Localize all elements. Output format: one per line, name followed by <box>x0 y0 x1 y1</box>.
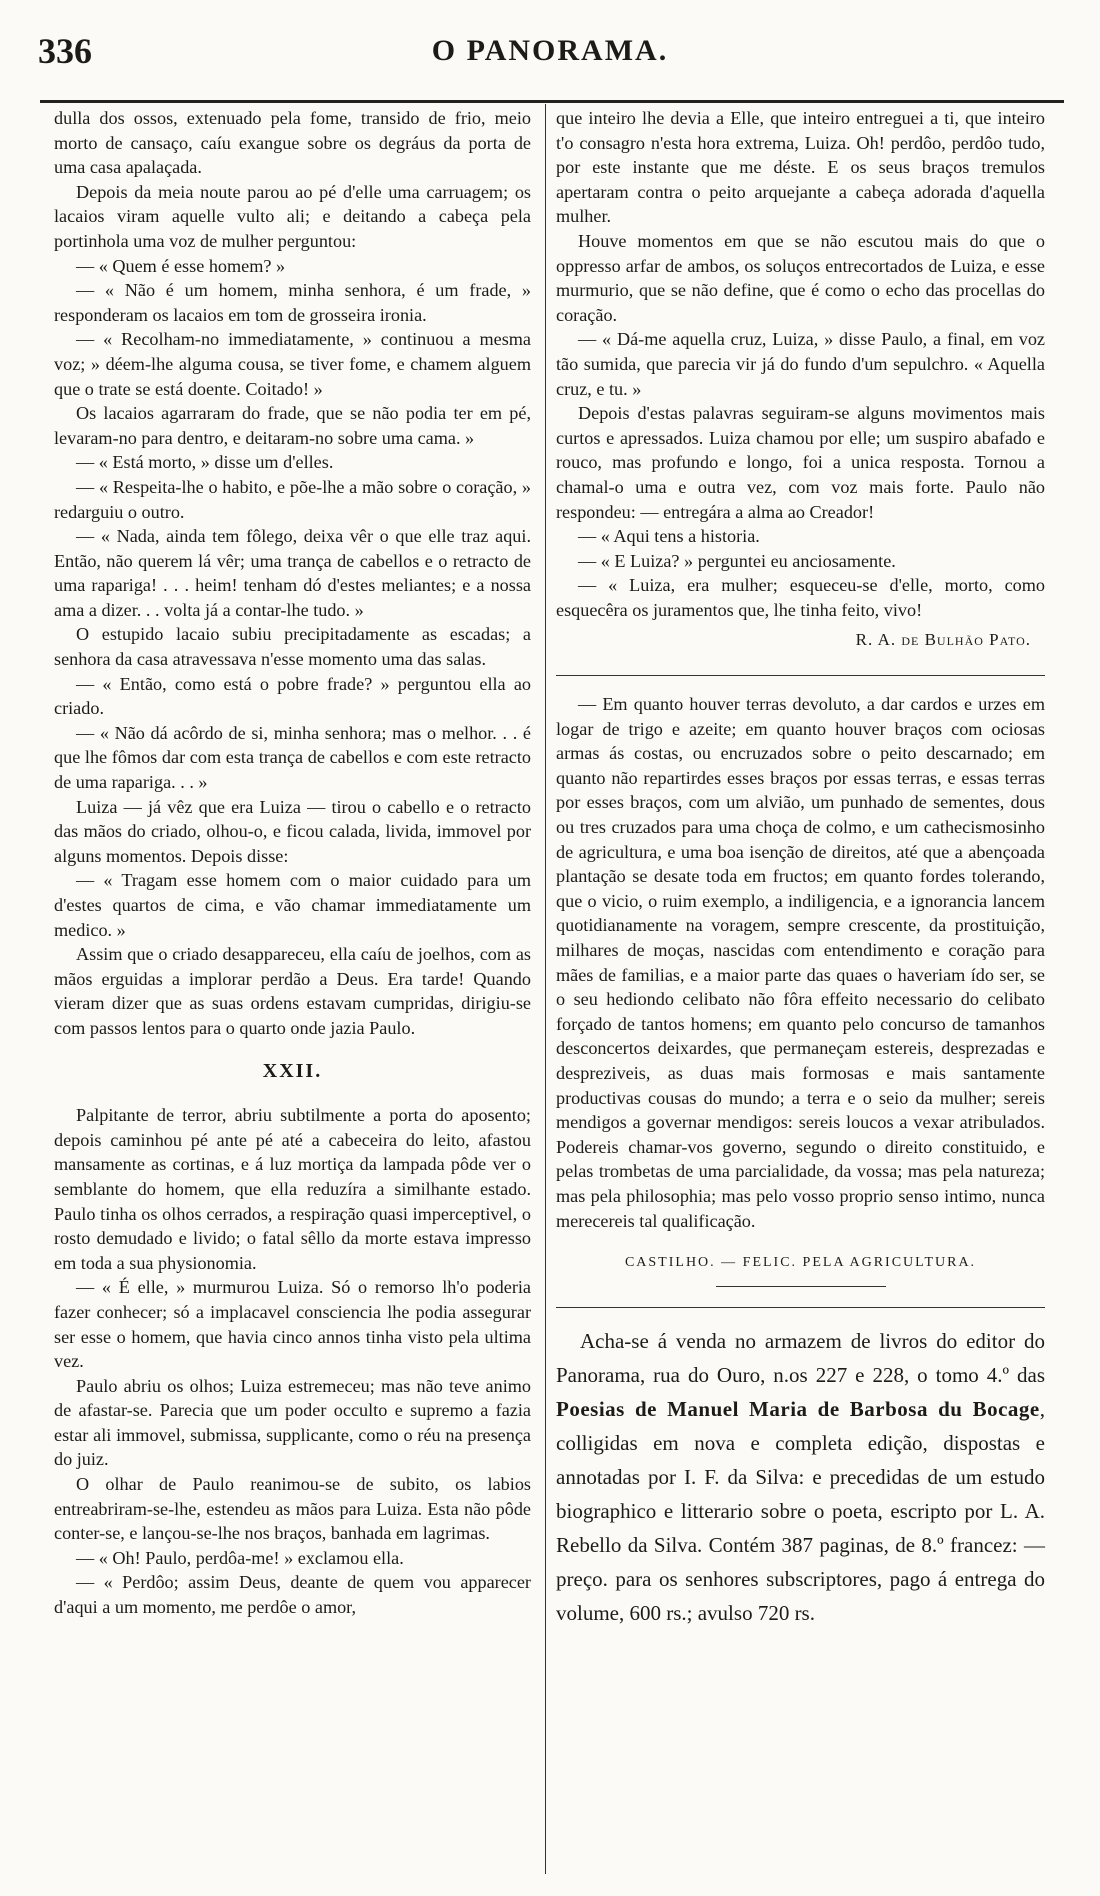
paragraph: — « É elle, » murmurou Luiza. Só o remorso lh'o poderia fazer conhecer; só a implacavel consciencia lhe podia assegurar ser esse o homem, que havia cinco annos tinha visto pela ultima vez. <box>54 1277 531 1372</box>
paragraph: Luiza — já vêz que era Luiza — tirou o cabello e o retracto das mãos do criado, olhou-o, e ficou calada, livida, immovel por alguns momentos. Depois disse: <box>54 796 531 866</box>
paragraph: — « Luiza, era mulher; esqueceu-se d'elle, morto, como esquecêra os juramentos que, lhe tinha feito, vivo! <box>556 575 1045 620</box>
paragraph: — « Tragam esse homem com o maior cuidado para um d'estes quartos de cima, e vão chamar immediatamente um medico. » <box>54 870 531 940</box>
section-rule <box>556 675 1045 676</box>
paragraph: — « Respeita-lhe o habito, e põe-lhe a mão sobre o coração, » redarguiu o outro. <box>54 476 531 522</box>
column-divider <box>545 104 546 1874</box>
paragraph: Assim que o criado desappareceu, ella caíu de joelhos, com as mãos erguidas a implorar perdão a Deus. Era tarde! Quando vieram dizer que as suas ordens estavam cumpridas, dirigiu-se com passos lentos para o quarto onde jazia Paulo. <box>54 944 531 1038</box>
paragraph: — « Perdôo; assim Deus, deante de quem vou apparecer d'aqui a um momento, me perdôe o amor, <box>54 1572 531 1618</box>
notice-text-after: , colligidas em nova e completa edição, dispostas e annotadas por I. F. da Silva: e precedidas de um estudo biographico e litterario sobre o poeta, escripto por L. A. Rebello da Silva. Contém 387 paginas, de 8.º francez: — preço. para os senhores subscriptores, pago á entrega do volume, 600 rs.; avulso 720 rs. <box>556 1396 1045 1625</box>
journal-title: O PANORAMA. <box>431 34 669 67</box>
notice-paragraph <box>556 1324 1045 1630</box>
paragraph: Paulo abriu os olhos; Luiza estremeceu; mas não teve animo de afastar-se. Parecia que um poder occulto e supremo a fazia estar ali immovel, submissa, supplicante, como o réu na presença do juiz. <box>54 1375 531 1470</box>
paragraph: — « Quem é esse homem? » <box>76 255 286 276</box>
paragraph: Os lacaios agarraram do frade, que se não podia ter em pé, levaram-no para dentro, e deitaram-no sobre uma cama. » <box>54 403 531 448</box>
paragraph: — « Está morto, » disse um d'elles. <box>76 452 334 473</box>
paragraph: Depois da meia noute parou ao pé d'elle uma carruagem; os lacaios viram aquelle vulto ali; e deitando a cabeça pela portinhola uma voz de mulher perguntou: <box>54 181 531 251</box>
paragraph: — Em quanto houver terras devoluto, a dar cardos e urzes em logar de trigo e azeite; em quanto houver braços com ociosas armas ás costas, ou encruzados sobre o peito descarnado; em quanto não repartirdes esses braços por essas terras, e essas terras por esses braços, com um alvião, um punhado de sementes, dous ou tres cruzados para uma choça de colmo, e um cathecismosinho de agricultura, e uma boa isenção de direitos, até que a abençoada plantação se desate toda em fructos; em quanto fordes tolerando, que o vicio, o ruim exemplo, a indiligencia, e a ignorancia lancem quotidianamente na voragem, sempre crescente, da prostituição, milhares de moças, nascidas com entendimento e coração para mães de familias, e a maior parte das quaes o haveriam ído ser, se o seu hediondo celibato não fôra effeito necessario do celibato forçado de tantos homens; em quanto pelo concurso de tamanhos desconcertos deixardes, que permaneçam estereis, desprezadas e despreziveis, as duas mais formosas e mais santamente productivas cousas do mundo; a terra e o seio da mulher; sereis mendigos a governar mendigos: sereis loucos a vexar atribulados. Podereis chamar-vos governo, segundo o direito constituido, e pelas trombetas de uma parcialidade, da vossa; mas pela natureza; mas pela philosophia; mas pelo vosso proprio senso intimo, nunca merecereis tal qualificação. <box>556 694 1045 1231</box>
excerpt-attribution: CASTILHO. — FELIC. PELA AGRICULTURA. <box>624 1255 977 1271</box>
paragraph: — « Recolham-no immediatamente, » continuou a mesma voz; » déem-lhe alguma cousa, se tiver fome, e chamem alguem que o trate se está doente. Coitado! » <box>54 329 531 399</box>
right-column <box>556 106 1045 1630</box>
story-signature: R. A. de Bulhão Pato. <box>855 630 1031 650</box>
notice-text-before: Acha-se á venda no armazem de livros do editor do Panorama, rua do Ouro, n.os 227 e 228, o tomo 4.º das <box>556 1328 1045 1387</box>
paragraph: O olhar de Paulo reanimou-se de subito, os labios entreabriram-se-lhe, estendeu as mãos para Luiza. Esta não pôde conter-se, e lançou-se-lhe nos braços, banhada em lagrimas. <box>54 1474 531 1544</box>
notice-rule <box>556 1307 1045 1308</box>
paragraph: — « Dá-me aquella cruz, Luiza, » disse Paulo, a final, em voz tão sumida, que parecia vir já do fundo d'um sepulchro. « Aquella cruz, e tu. » <box>556 329 1045 399</box>
paragraph: — « Não dá acôrdo de si, minha senhora; mas o melhor. . . é que lhe fômos dar com esta trança de cabellos e com este retracto de uma rapariga. . . » <box>54 722 531 793</box>
paragraph: Palpitante de terror, abriu subtilmente a porta do aposento; depois caminhou pé ante pé até a cabeceira do leito, afastou mansamente as cortinas, e á luz mortiça da lampada pôde ver o semblante do homem, que ella reduzíra a similhante estado. Paulo tinha os olhos cerrados, a respiração quasi imperceptivel, o rosto demudado e livido; o fatal sêllo da morte estava impresso em toda a sua physionomia. <box>54 1105 531 1273</box>
right-column-story-ending <box>556 106 1045 622</box>
agriculture-excerpt <box>556 692 1045 1233</box>
header-rule <box>40 100 1064 103</box>
paragraph: — « Nada, ainda tem fôlego, deixa vêr o que elle traz aqui. Então, não querem lá vêr; uma trança de cabellos e o retracto de uma rapariga! . . . heim! tenham dó d'estes meliantes; e a nossa ama a dizer. . . volta já a contar-lhe tudo. » <box>54 526 531 620</box>
page-number: 336 <box>38 31 92 71</box>
left-column-story-part-1 <box>54 106 531 1041</box>
paragraph: que inteiro lhe devia a Elle, que inteiro entreguei a ti, que inteiro t'o consagro n'esta hora extrema, Luiza. Oh! perdôo, perdôo tudo, por este instante que me déste. E os seus braços tremulos apertaram contra o peito arquejante a cabeça adorada d'aquella mulher. <box>556 108 1045 227</box>
paragraph: O estupido lacaio subiu precipitadamente as escadas; a senhora da casa atravessava n'esse momento uma das salas. <box>54 624 531 670</box>
left-column <box>54 106 531 1620</box>
chapter-heading: XXII. <box>262 1059 323 1082</box>
paragraph: — « Aqui tens a historia. <box>578 526 760 547</box>
paragraph: — « Então, como está o pobre frade? » perguntou ella ao criado. <box>54 673 531 719</box>
paragraph: Houve momentos em que se não escutou mais do que o oppresso arfar de ambos, os soluços entrecortados de Luiza, e esse murmurio, que se não define, que é como o echo das procellas do coração. <box>556 230 1045 325</box>
notice-book-title: Poesias de Manuel Maria de Barbosa du Bocage <box>556 1396 1040 1421</box>
paragraph: — « Oh! Paulo, perdôa-me! » exclamou ella. <box>76 1547 404 1568</box>
bookseller-notice <box>556 1324 1045 1630</box>
paragraph: — « Não é um homem, minha senhora, é um frade, » responderam os lacaios em tom de grosseira ironia. <box>54 280 531 325</box>
page-header <box>38 30 1062 78</box>
left-column-story-part-2 <box>54 1103 531 1619</box>
paragraph: dulla dos ossos, extenuado pela fome, transido de frio, meio morto de cansaço, caíu exangue sobre os degráus da porta de uma casa apalaçada. <box>54 108 531 178</box>
paragraph: — « E Luiza? » perguntei eu anciosamente. <box>578 550 896 571</box>
paragraph: Depois d'estas palavras seguiram-se alguns movimentos mais curtos e apressados. Luiza chamou por elle; um suspiro abafado e rouco, mas profundo e longo, foi a unica resposta. Tornou a chamal-o uma e outra vez, com voz mais forte. Paulo não respondeu: — entregára a alma ao Creador! <box>556 403 1045 522</box>
short-divider <box>716 1286 886 1287</box>
